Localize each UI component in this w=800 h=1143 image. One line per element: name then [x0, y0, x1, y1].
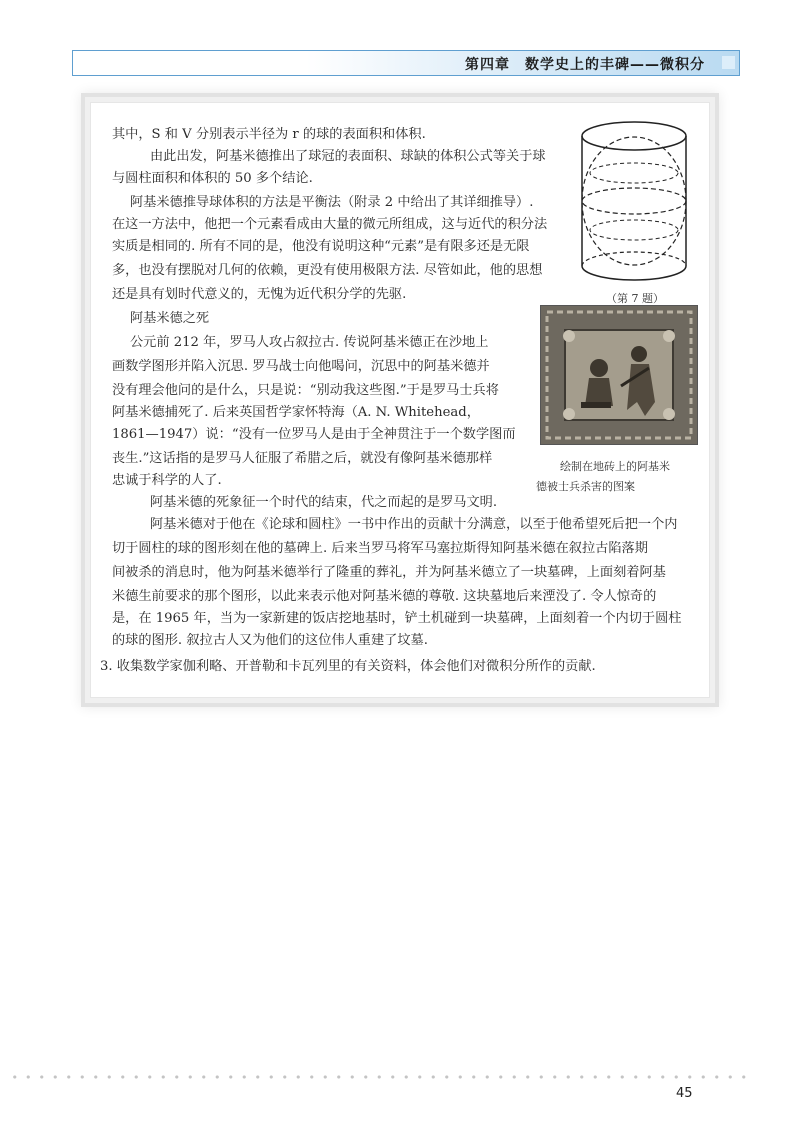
mosaic-caption-line2: 德被士兵杀害的图案 [536, 480, 635, 493]
text-line: 实质是相同的. 所有不同的是，他没有说明这种“元素”是有限多还是无限 [112, 239, 530, 254]
text-line: 多，也没有摆脱对几何的依赖，更没有使用极限方法. 尽管如此，他的思想 [112, 263, 543, 278]
text-line: 米德生前要求的那个图形，以此来表示他对阿基米德的尊敬. 这块墓地后来湮没了. 令人惊奇的 [112, 589, 657, 604]
archimedes-mosaic-image [540, 305, 698, 445]
text-line: 忠诚于科学的人了. [112, 473, 222, 488]
chapter-title: 第四章 数学史上的丰碑——微积分 [465, 57, 705, 73]
text-line: 公元前 212 年，罗马人攻占叙拉古. 传说阿基米德正在沙地上 [130, 335, 489, 350]
text-line: 与圆柱面积和体积的 50 多个结论. [112, 171, 313, 186]
text-line: 切于圆柱的球的图形刻在他的墓碑上. 后来当罗马将军马塞拉斯得知阿基米德在叙拉古陷落期 [112, 541, 648, 556]
text-line: 画数学图形并陷入沉思. 罗马战士向他喝问，沉思中的阿基米德并 [112, 359, 490, 374]
text-line: 在这一方法中，他把一个元素看成由大量的微元所组成，这与近代的积分法 [112, 217, 548, 232]
text-line: 阿基米德捕死了. 后来英国哲学家怀特海（A. N. Whitehead， [112, 405, 480, 420]
chapter-header-bar [72, 50, 740, 76]
text-line: 的球的图形. 叙拉古人又为他们的这位伟人重建了坟墓. [112, 633, 428, 648]
text-line: 间被杀的消息时，他为阿基米德举行了隆重的葬礼，并为阿基米德立了一块墓碑，上面刻着阿基 [112, 565, 666, 580]
text-line: 阿基米德推导球体积的方法是平衡法（附录 2 中给出了其详细推导）. [130, 195, 534, 210]
exercise-item: 3. 收集数学家伽利略、开普勒和卡瓦列里的有关资料，体会他们对微积分所作的贡献. [100, 659, 596, 674]
text-line: 丧生.”这话指的是罗马人征服了希腊之后，就没有像阿基米德那样 [112, 451, 493, 466]
page-number: 45 [676, 1086, 693, 1101]
footer-dotted-line [8, 1075, 748, 1079]
mosaic-illustration [541, 306, 697, 444]
text-line: 阿基米德对于他在《论球和圆柱》一书中作出的贡献十分满意，以至于他希望死后把一个内 [150, 517, 678, 532]
sphere-in-cylinder-figure [578, 118, 690, 286]
text-line: 其中，S 和 V 分别表示半径为 r 的球的表面积和体积. [112, 127, 426, 142]
text-line: 由此出发，阿基米德推出了球冠的表面积、球缺的体积公式等关于球 [150, 149, 546, 164]
mosaic-caption-line1: 绘制在地砖上的阿基米 [560, 460, 670, 473]
section-heading: 阿基米德之死 [130, 311, 210, 326]
text-line: 是，在 1965 年，当为一家新建的饭店挖地基时，铲土机碰到一块墓碑，上面刻着一个内切于圆柱 [112, 611, 682, 626]
header-corner-square [722, 56, 735, 69]
text-line: 1861—1947）说：“没有一位罗马人是由于全神贯注于一个数学图而 [112, 427, 516, 442]
text-line: 阿基米德的死象征一个时代的结束，代之而起的是罗马文明. [150, 495, 498, 510]
text-line: 还是具有划时代意义的，无愧为近代积分学的先驱. [112, 287, 407, 302]
text-line: 没有理会他问的是什么，只是说：“别动我这些图.”于是罗马士兵将 [112, 383, 499, 398]
cylinder-figure-caption: （第 7 题） [606, 292, 664, 305]
